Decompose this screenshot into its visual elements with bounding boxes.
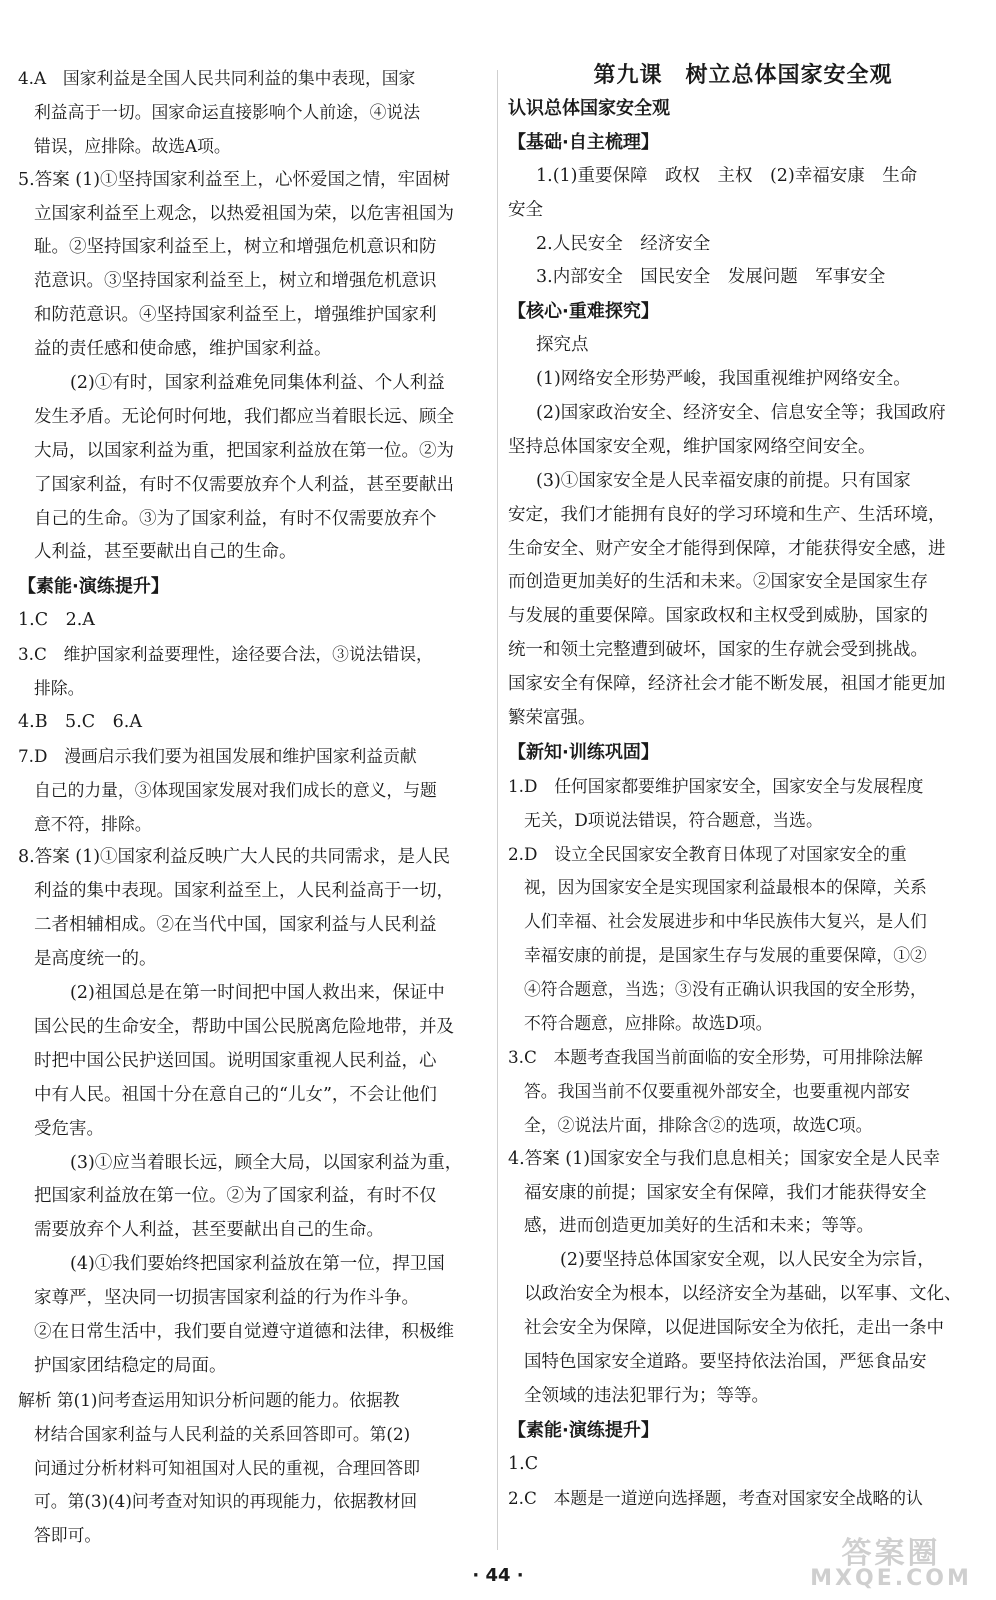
text-line: 答即可。 <box>34 1525 102 1546</box>
text-line: 人们幸福、社会发展进步和中华民族伟大复兴，是人们 <box>524 911 927 932</box>
page-number: · 44 · <box>472 1565 524 1586</box>
watermark-text: 答案圈 <box>841 1535 941 1571</box>
text-line: 1.D 任何国家都要维护国家安全，国家安全与发展程度 <box>508 775 924 796</box>
text-line: (4)①我们要始终把国家利益放在第一位，捍卫国 <box>70 1254 445 1275</box>
text-line: 解析 第(1)问考查运用知识分析问题的能力。依据教 <box>18 1389 400 1410</box>
text-line: (2)要坚持总体国家安全观，以人民安全为宗旨， <box>560 1250 935 1271</box>
text-line: 需要放弃个人利益，甚至要献出自己的生命。 <box>34 1220 384 1241</box>
text-line: 1.C <box>508 1453 539 1474</box>
text-line: 时把中国公民护送回国。说明国家重视人民利益，心 <box>34 1050 437 1071</box>
text-line: 全领域的违法犯罪行为；等等。 <box>524 1385 769 1406</box>
text-line: 耻。②坚持国家利益至上，树立和增强危机意识和防 <box>34 237 437 258</box>
right-column <box>508 62 978 1515</box>
text-line: 7.D 漫画启示我们要为祖国发展和维护国家利益贡献 <box>18 745 417 766</box>
text-line: 2.D 设立全民国家安全教育日体现了对国家安全的重 <box>508 843 907 864</box>
text-line: 生命安全、财产安全才能得到保障，才能获得安全感，进 <box>508 538 946 559</box>
text-line: 1.(1)重要保障 政权 主权 (2)幸福安康 生命 <box>536 165 918 186</box>
text-line: 感，进而创造更加美好的生活和未来；等等。 <box>524 1216 874 1237</box>
text-line: 不符合题意，应排除。故选D项。 <box>524 1013 773 1034</box>
text-line: 大局，以国家利益为重，把国家利益放在第一位。②为 <box>34 440 454 461</box>
text-line: 自己的力量，③体现国家发展对我们成长的意义，与题 <box>34 779 437 800</box>
text-line: 3.内部安全 国民安全 发展问题 军事安全 <box>536 267 886 288</box>
text-line: 排除。 <box>34 678 85 699</box>
text-line: 人利益，甚至要献出自己的生命。 <box>34 542 297 563</box>
section-heading: 认识总体国家安全观 <box>508 98 670 119</box>
text-line: 材结合国家利益与人民利益的关系回答即可。第(2) <box>34 1423 411 1444</box>
section-box-heading: 【素能·演练提升】 <box>18 576 169 598</box>
text-line: 3.C 本题考查我国当前面临的安全形势，可用排除法解 <box>508 1046 923 1067</box>
section-box-heading: 【基础·自主梳理】 <box>508 131 659 153</box>
text-line: (1)网络安全形势严峻，我国重视维护网络安全。 <box>536 369 911 390</box>
text-line: 无关，D项说法错误，符合题意，当选。 <box>524 809 823 830</box>
text-line: 全，②说法片面，排除含②的选项，故选C项。 <box>524 1114 873 1135</box>
text-line: (2)国家政治安全、经济安全、信息安全等；我国政府 <box>536 403 946 424</box>
text-line: 立国家利益至上观念，以热爱祖国为荣，以危害祖国为 <box>34 203 454 224</box>
text-line: 利益的集中表现。国家利益至上，人民利益高于一切， <box>34 881 454 902</box>
text-line: 坚持总体国家安全观，维护国家网络空间安全。 <box>508 436 876 457</box>
text-line: 家尊严，坚决同一切损害国家利益的行为作斗争。 <box>34 1288 419 1309</box>
text-line: 受危害。 <box>34 1118 104 1139</box>
text-line: 4.B 5.C 6.A <box>18 711 142 732</box>
lesson-title: 第九课 树立总体国家安全观 <box>593 63 893 88</box>
text-line: 中有人民。祖国十分在意自己的“儿女”，不会让他们 <box>34 1084 437 1105</box>
text-line: 安全 <box>508 199 543 220</box>
column-divider <box>497 70 498 1550</box>
text-line: 把国家利益放在第一位。②为了国家利益，有时不仅 <box>34 1186 437 1207</box>
text-line: 与发展的重要保障。国家政权和主权受到威胁，国家的 <box>508 606 928 627</box>
text-line: 统一和领土完整遭到破坏，国家的生存就会受到挑战。 <box>508 640 928 661</box>
text-line: 1.C 2.A <box>18 610 95 631</box>
text-line: 发生矛盾。无论何时何地，我们都应当着眼长远、顾全 <box>34 406 454 427</box>
text-line: 和防范意识。④坚持国家利益至上，增强维护国家利 <box>34 305 437 326</box>
text-line: 幸福安康的前提，是国家生存与发展的重要保障，①② <box>524 945 927 966</box>
text-line: 社会安全为保障，以促进国际安全为依托，走出一条中 <box>524 1318 944 1339</box>
text-line: 意不符，排除。 <box>34 813 152 834</box>
text-line: 而创造更加美好的生活和未来。②国家安全是国家生存 <box>508 572 928 593</box>
text-line: 以政治安全为根本，以经济安全为基础，以军事、文化、 <box>524 1284 962 1305</box>
text-line: ②在日常生活中，我们要自觉遵守道德和法律，积极维 <box>34 1321 454 1342</box>
text-line: ④符合题意，当选；③没有正确认识我国的安全形势， <box>524 979 927 1000</box>
text-line: 国特色国家安全道路。要坚持依法治国，严惩食品安 <box>524 1351 927 1372</box>
text-line: (2)祖国总是在第一时间把中国人救出来，保证中 <box>70 983 445 1004</box>
text-line: (3)①国家安全是人民幸福安康的前提。只有国家 <box>536 470 911 491</box>
section-box-heading: 【核心·重难探究】 <box>508 301 659 323</box>
text-line: 4.A 国家利益是全国人民共同利益的集中表现，国家 <box>18 68 416 88</box>
text-line: 2.C 本题是一道逆向选择题，考查对国家安全战略的认 <box>508 1487 923 1508</box>
section-box-heading: 【新知·训练巩固】 <box>508 741 659 763</box>
text-line: 可。第(3)(4)问考查对知识的再现能力，依据教材回 <box>34 1491 418 1512</box>
watermark-domain: MXQE.COM <box>810 1565 972 1591</box>
text-line: 错误，应排除。故选A项。 <box>34 135 231 156</box>
text-line: 益的责任感和使命感，维护国家利益。 <box>34 339 332 360</box>
text-line: 4.答案 (1)国家安全与我们息息相关；国家安全是人民幸 <box>508 1148 941 1169</box>
text-line: 繁荣富强。 <box>508 708 596 729</box>
text-line: 8.答案 (1)①国家利益反映广大人民的共同需求，是人民 <box>18 847 451 868</box>
text-line: 利益高于一切。国家命运直接影响个人前途，④说法 <box>34 101 420 122</box>
text-line: (3)①应当着眼长远，顾全大局，以国家利益为重， <box>70 1152 463 1173</box>
text-line: 国家安全有保障，经济社会才能不断发展，祖国才能更加 <box>508 674 946 695</box>
watermark-logo <box>806 1528 976 1590</box>
text-line: 问通过分析材料可知祖国对人民的重视，合理回答即 <box>34 1457 420 1478</box>
text-line: 护国家团结稳定的局面。 <box>34 1355 227 1376</box>
left-column <box>18 62 486 1553</box>
text-line: 是高度统一的。 <box>34 949 157 970</box>
text-line: 2.人民安全 经济安全 <box>536 233 711 254</box>
text-line: 5.答案 (1)①坚持国家利益至上，心怀爱国之情，牢固树 <box>18 169 451 190</box>
text-line: 探究点 <box>536 335 589 356</box>
text-line: 福安康的前提；国家安全有保障，我们才能获得安全 <box>524 1182 927 1203</box>
text-line: 答。我国当前不仅要重视外部安全，也要重视内部安 <box>524 1080 910 1101</box>
text-line: 了国家利益，有时不仅需要放弃个人利益，甚至要献出 <box>34 474 454 495</box>
text-line: 范意识。③坚持国家利益至上，树立和增强危机意识 <box>34 271 437 292</box>
section-box-heading: 【素能·演练提升】 <box>508 1419 659 1441</box>
text-line: (2)①有时，国家利益难免同集体利益、个人利益 <box>70 373 445 394</box>
text-line: 二者相辅相成。②在当代中国，国家利益与人民利益 <box>34 915 437 936</box>
text-line: 自己的生命。③为了国家利益，有时不仅需要放弃个 <box>34 508 437 529</box>
text-line: 3.C 维护国家利益要理性，途径要合法，③说法错误， <box>18 644 433 665</box>
text-line: 视，因为国家安全是实现国家利益最根本的保障，关系 <box>524 877 927 898</box>
text-line: 国公民的生命安全，帮助中国公民脱离危险地带，并及 <box>34 1016 454 1037</box>
text-line: 安定，我们才能拥有良好的学习环境和生产、生活环境， <box>508 504 946 525</box>
